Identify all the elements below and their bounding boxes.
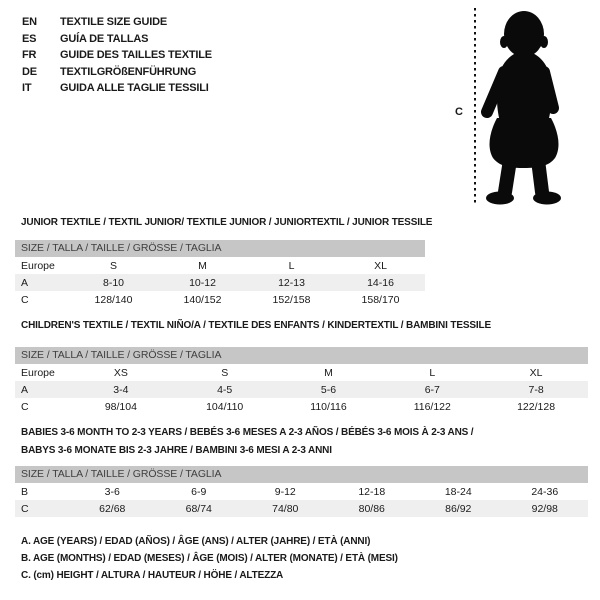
height-measure-label: C bbox=[455, 106, 463, 118]
cell: 116/122 bbox=[413, 400, 451, 413]
table-row bbox=[15, 291, 425, 308]
row-label: C bbox=[21, 502, 29, 515]
cell: 12-13 bbox=[278, 276, 305, 289]
footnote-c: C. (cm) HEIGHT / ALTURA / HAUTEUR / HÖHE / ALTEZZA bbox=[21, 570, 284, 582]
cell: 3-4 bbox=[113, 383, 129, 396]
language-list bbox=[22, 14, 212, 97]
cell: 128/140 bbox=[94, 293, 133, 306]
table-row bbox=[15, 483, 588, 500]
table-row bbox=[15, 257, 425, 274]
cell: 9-12 bbox=[274, 485, 296, 498]
language-title: GUIDA ALLE TAGLIE TESSILI bbox=[60, 82, 209, 95]
cell: 140/152 bbox=[183, 293, 222, 306]
babies-section-title bbox=[21, 424, 473, 459]
footnote-b: B. AGE (MONTHS) / EDAD (MESES) / ÂGE (MOIS) / ALTER (MONATE) / ETÀ (MESI) bbox=[21, 553, 398, 565]
babies-title-line-2: BABYS 3-6 MONATE BIS 2-3 JAHRE / BAMBINI 3-6 MESI A 2-3 ANNI bbox=[21, 444, 332, 456]
cell: XS bbox=[113, 366, 128, 379]
cell: 5-6 bbox=[320, 383, 337, 396]
cell: M bbox=[198, 259, 207, 272]
table-row bbox=[15, 381, 588, 398]
height-measure-dashed-line bbox=[474, 8, 476, 206]
cell: 86/92 bbox=[445, 502, 472, 515]
language-code: FR bbox=[22, 49, 37, 62]
cell: 104/110 bbox=[206, 400, 244, 413]
cell: 152/158 bbox=[272, 293, 311, 306]
junior-section-title: JUNIOR TEXTILE / TEXTIL JUNIOR/ TEXTILE JUNIOR / JUNIORTEXTIL / JUNIOR TESSILE bbox=[21, 217, 433, 228]
language-row-fr bbox=[22, 47, 212, 64]
cell: 6-9 bbox=[191, 485, 207, 498]
cell: M bbox=[324, 366, 333, 379]
cell: 110/116 bbox=[310, 400, 347, 413]
cell: XL bbox=[374, 259, 387, 272]
footnotes bbox=[21, 533, 398, 585]
cell: 98/104 bbox=[104, 400, 137, 413]
cell: 3-6 bbox=[104, 485, 120, 498]
language-title: GUIDE DES TAILLES TEXTILE bbox=[60, 49, 212, 62]
cell: 14-16 bbox=[367, 276, 394, 289]
language-row-de bbox=[22, 64, 212, 81]
cell: S bbox=[109, 259, 117, 272]
cell: 24-36 bbox=[531, 485, 559, 498]
children-size-table bbox=[15, 347, 588, 415]
row-label: C bbox=[21, 293, 29, 306]
row-label: A bbox=[21, 383, 29, 396]
language-title: TEXTILGRÖßENFÜHRUNG bbox=[60, 65, 197, 78]
cell: 74/80 bbox=[272, 502, 299, 515]
cell: 18-24 bbox=[444, 485, 472, 498]
language-code: ES bbox=[22, 32, 37, 45]
language-row-es bbox=[22, 31, 212, 48]
table-row bbox=[15, 500, 588, 517]
language-title: TEXTILE SIZE GUIDE bbox=[60, 16, 168, 29]
table-header: SIZE / TALLA / TAILLE / GRÖSSE / TAGLIA bbox=[15, 466, 588, 483]
cell: 80/86 bbox=[358, 502, 385, 515]
language-code: EN bbox=[22, 16, 37, 29]
table-header: SIZE / TALLA / TAILLE / GRÖSSE / TAGLIA bbox=[15, 347, 588, 364]
cell: 7-8 bbox=[528, 383, 544, 396]
cell: 10-12 bbox=[189, 276, 216, 289]
cell: S bbox=[221, 366, 229, 379]
cell: 122/128 bbox=[517, 400, 556, 413]
language-row-it bbox=[22, 80, 212, 97]
row-label: Europe bbox=[21, 259, 55, 272]
table-header: SIZE / TALLA / TAILLE / GRÖSSE / TAGLIA bbox=[15, 240, 425, 257]
row-label: B bbox=[21, 485, 29, 498]
table-row bbox=[15, 274, 425, 291]
language-code: IT bbox=[22, 82, 32, 95]
cell: 8-10 bbox=[102, 276, 124, 289]
cell: 68/74 bbox=[185, 502, 212, 515]
cell: 158/170 bbox=[361, 293, 400, 306]
cell: 4-5 bbox=[217, 383, 233, 396]
row-label: A bbox=[21, 276, 29, 289]
language-row-en bbox=[22, 14, 212, 31]
babies-title-line-1: BABIES 3-6 MONTH TO 2-3 YEARS / BEBÉS 3-6 MESES A 2-3 AÑOS / BÉBÉS 3-6 MOIS À 2-3 ANS / bbox=[21, 427, 474, 438]
cell: XL bbox=[529, 366, 543, 379]
junior-size-table bbox=[15, 240, 425, 308]
toddler-silhouette-icon bbox=[479, 8, 567, 206]
cell: 6-7 bbox=[424, 383, 440, 396]
row-label: Europe bbox=[21, 366, 55, 379]
babies-size-table bbox=[15, 466, 588, 517]
children-section-title: CHILDREN'S TEXTILE / TEXTIL NIÑO/A / TEXTILE DES ENFANTS / KINDERTEXTIL / BAMBINI TESSILE bbox=[21, 320, 491, 331]
table-row bbox=[15, 398, 588, 415]
cell: 92/98 bbox=[531, 502, 558, 515]
cell: 62/68 bbox=[99, 502, 126, 515]
footnote-a: A. AGE (YEARS) / EDAD (AÑOS) / ÂGE (ANS) / ALTER (JAHRE) / ETÀ (ANNI) bbox=[21, 536, 371, 547]
row-label: C bbox=[21, 400, 29, 413]
language-code: DE bbox=[22, 65, 37, 78]
cell: L bbox=[288, 259, 295, 272]
table-row bbox=[15, 364, 588, 381]
cell: L bbox=[429, 366, 436, 379]
language-title: GUÍA DE TALLAS bbox=[60, 32, 149, 45]
cell: 12-18 bbox=[358, 485, 386, 498]
